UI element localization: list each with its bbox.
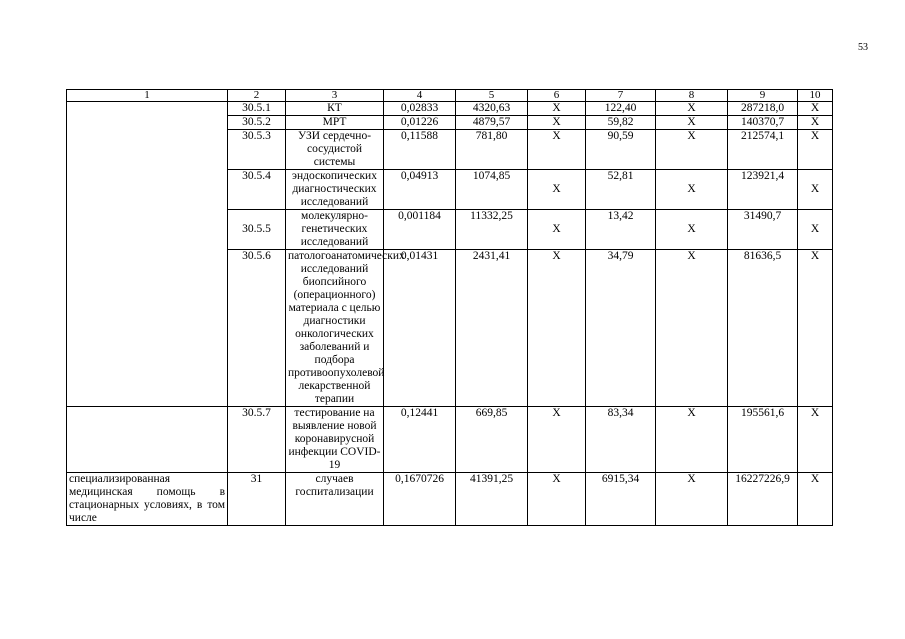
row-name: молекулярно-генетических исследований <box>286 210 384 250</box>
row-x: X <box>798 102 833 116</box>
row-code: 30.5.7 <box>228 407 286 473</box>
row-x: X <box>656 102 728 116</box>
row-x: X <box>798 473 833 526</box>
row-x: X <box>528 116 586 130</box>
row-total: 31490,7 <box>728 210 798 250</box>
row-x: X <box>656 473 728 526</box>
row-name: тестирование на выявление новой коронавирусной инфекции COVID-19 <box>286 407 384 473</box>
row-x: X <box>528 170 586 210</box>
empty-category-cell <box>67 407 228 473</box>
row-x: X <box>798 407 833 473</box>
row-x: X <box>798 250 833 407</box>
row-name: эндоскопических диагностических исследований <box>286 170 384 210</box>
row-x: X <box>528 407 586 473</box>
table-row <box>67 407 833 473</box>
column-number-header-row <box>67 90 833 102</box>
row-per-capita: 6915,34 <box>586 473 656 526</box>
row-total: 81636,5 <box>728 250 798 407</box>
page-number: 53 <box>858 42 868 53</box>
row-cost: 11332,25 <box>456 210 528 250</box>
row-x: X <box>528 250 586 407</box>
row-x: X <box>528 130 586 170</box>
row-code: 30.5.3 <box>228 130 286 170</box>
row-code: 30.5.4 <box>228 170 286 210</box>
header-cell: 3 <box>286 90 384 102</box>
table-row <box>67 473 833 526</box>
row-x: X <box>656 407 728 473</box>
row-code: 30.5.5 <box>228 210 286 250</box>
row-per-capita: 90,59 <box>586 130 656 170</box>
data-table <box>66 89 833 526</box>
header-cell: 1 <box>67 90 228 102</box>
row-x: X <box>656 210 728 250</box>
row-norm: 0,04913 <box>384 170 456 210</box>
table-row <box>67 102 833 116</box>
row-x: X <box>656 116 728 130</box>
header-cell: 4 <box>384 90 456 102</box>
row-name: УЗИ сердечно-сосудистой системы <box>286 130 384 170</box>
row-total: 195561,6 <box>728 407 798 473</box>
row-name: КТ <box>286 102 384 116</box>
row-cost: 4320,63 <box>456 102 528 116</box>
row-per-capita: 83,34 <box>586 407 656 473</box>
row-per-capita: 34,79 <box>586 250 656 407</box>
row-x: X <box>798 170 833 210</box>
header-cell: 10 <box>798 90 833 102</box>
row-total: 123921,4 <box>728 170 798 210</box>
row-x: X <box>528 102 586 116</box>
row-cost: 669,85 <box>456 407 528 473</box>
row-cost: 4879,57 <box>456 116 528 130</box>
header-cell: 9 <box>728 90 798 102</box>
row-per-capita: 13,42 <box>586 210 656 250</box>
empty-category-cell <box>67 102 228 407</box>
row-norm: 0,01431 <box>384 250 456 407</box>
row-name: МРТ <box>286 116 384 130</box>
row-cost: 2431,41 <box>456 250 528 407</box>
row-code: 30.5.1 <box>228 102 286 116</box>
row-code: 31 <box>228 473 286 526</box>
row-norm: 0,1670726 <box>384 473 456 526</box>
row-total: 287218,0 <box>728 102 798 116</box>
row-norm: 0,11588 <box>384 130 456 170</box>
row-norm: 0,001184 <box>384 210 456 250</box>
row-x: X <box>798 130 833 170</box>
row-x: X <box>798 116 833 130</box>
row-per-capita: 122,40 <box>586 102 656 116</box>
row-per-capita: 59,82 <box>586 116 656 130</box>
row-name: патологоанатомических исследований биопсийного (операционного) материала с целью диагностики онкологических заболеваний и подбора противоопухолевой лекарственной терапии <box>286 250 384 407</box>
row-cost: 1074,85 <box>456 170 528 210</box>
row-x: X <box>656 170 728 210</box>
row-x: X <box>656 250 728 407</box>
row-total: 16227226,9 <box>728 473 798 526</box>
row-x: X <box>528 210 586 250</box>
row-norm: 0,12441 <box>384 407 456 473</box>
header-cell: 2 <box>228 90 286 102</box>
row-cost: 41391,25 <box>456 473 528 526</box>
header-cell: 6 <box>528 90 586 102</box>
row-code: 30.5.2 <box>228 116 286 130</box>
row-x: X <box>798 210 833 250</box>
row-x: X <box>528 473 586 526</box>
header-cell: 7 <box>586 90 656 102</box>
row-total: 140370,7 <box>728 116 798 130</box>
row-per-capita: 52,81 <box>586 170 656 210</box>
row-x: X <box>656 130 728 170</box>
row-norm: 0,02833 <box>384 102 456 116</box>
category-label: специализированная медицинская помощь в стационарных условиях, в том числе <box>67 473 228 526</box>
row-norm: 0,01226 <box>384 116 456 130</box>
header-cell: 8 <box>656 90 728 102</box>
row-cost: 781,80 <box>456 130 528 170</box>
header-cell: 5 <box>456 90 528 102</box>
row-code: 30.5.6 <box>228 250 286 407</box>
row-name: случаев госпитализации <box>286 473 384 526</box>
row-total: 212574,1 <box>728 130 798 170</box>
